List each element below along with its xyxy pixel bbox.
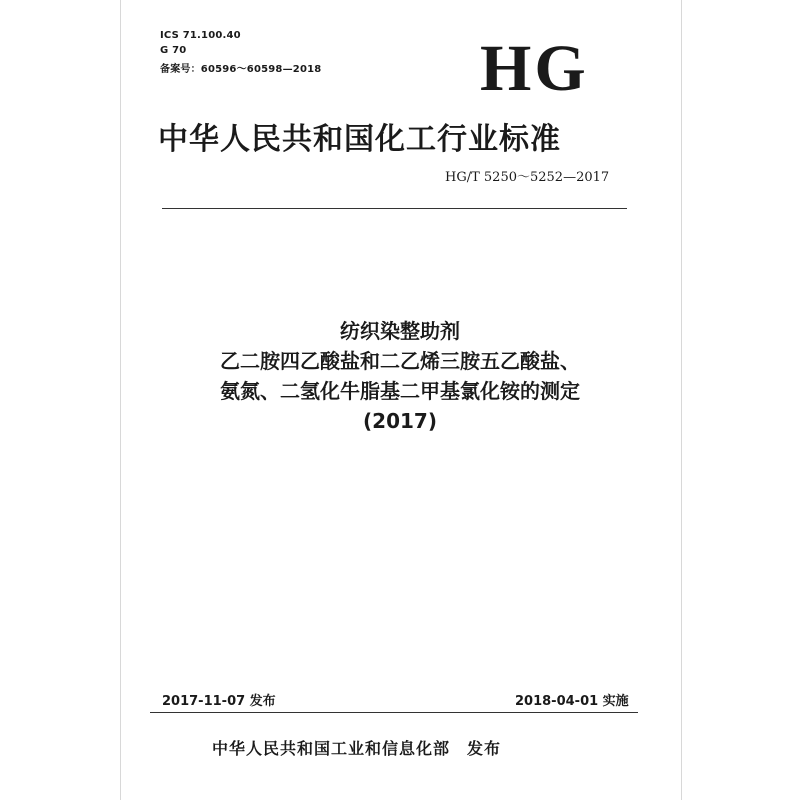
footer-divider <box>150 712 638 713</box>
publisher: 中华人民共和国工业和信息化部 发布 <box>212 739 502 758</box>
implementation-date: 2018-04-01 实施 <box>515 694 629 709</box>
issue-date: 2017-11-07 发布 <box>162 694 276 709</box>
ics-code: ICS 71.100.40 <box>160 30 241 41</box>
title-line-1: 纺织染整助剂 <box>340 319 460 343</box>
title-line-2: 乙二胺四乙酸盐和二乙烯三胺五乙酸盐、 <box>220 349 580 373</box>
title-line-3: 氨氮、二氢化牛脂基二甲基氯化铵的测定 <box>220 379 580 403</box>
ccs-code: G 70 <box>160 45 187 56</box>
hg-logo: HG <box>480 32 589 105</box>
standard-code: HG/T 5250～5252—2017 <box>445 170 610 185</box>
standard-title: 中华人民共和国化工行业标准 <box>158 122 561 157</box>
title-line-4: (2017) <box>363 409 437 433</box>
document-title <box>140 316 660 436</box>
header-divider <box>162 208 627 209</box>
record-number: 备案号：60596～60598—2018 <box>160 64 322 75</box>
